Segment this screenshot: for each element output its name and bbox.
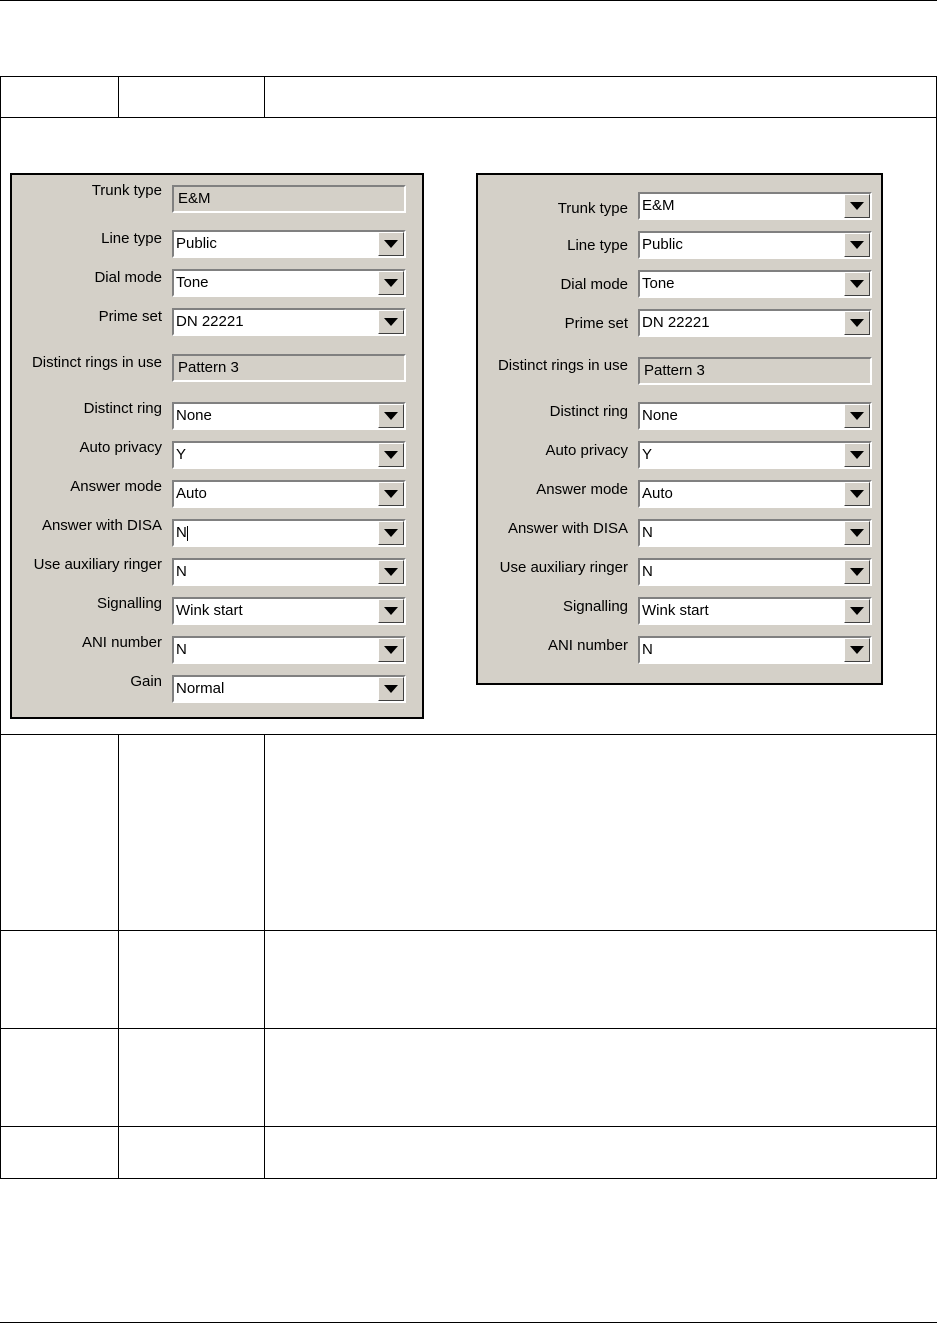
screenshot-row-divider bbox=[1, 734, 936, 735]
use-auxiliary-ringer-dropdown-button[interactable] bbox=[844, 560, 870, 584]
distinct-ring-label: Distinct ring bbox=[83, 400, 162, 417]
distinct-ring-dropdown[interactable] bbox=[172, 402, 406, 430]
dial-mode-dropdown-button[interactable] bbox=[844, 272, 870, 296]
distinct-rings-in-use-field bbox=[172, 354, 406, 382]
ani-number-value: N bbox=[176, 641, 187, 658]
answer-with-disa-dropdown[interactable] bbox=[172, 519, 406, 547]
use-auxiliary-ringer-dropdown-button[interactable] bbox=[378, 560, 404, 584]
dial-mode-label: Dial mode bbox=[560, 276, 628, 293]
signalling-value: Wink start bbox=[176, 602, 243, 619]
gain-dropdown[interactable] bbox=[172, 675, 406, 703]
auto-privacy-value: Y bbox=[176, 446, 187, 463]
prime-set-dropdown[interactable] bbox=[638, 309, 872, 337]
top-rule bbox=[0, 0, 937, 1]
answer-with-disa-label: Answer with DISA bbox=[507, 520, 628, 537]
row-divider bbox=[1, 930, 936, 931]
bottom-rule bbox=[0, 1322, 937, 1323]
answer-with-disa-dropdown-button[interactable] bbox=[378, 521, 404, 545]
distinct-rings-in-use-value: Pattern 3 bbox=[178, 359, 239, 376]
prime-set-label: Prime set bbox=[98, 308, 162, 325]
row-divider bbox=[1, 1126, 936, 1127]
gain-label: Gain bbox=[130, 673, 162, 690]
trunk-settings-panel-right bbox=[476, 173, 883, 685]
distinct-ring-dropdown[interactable] bbox=[638, 402, 872, 430]
signalling-dropdown-button[interactable] bbox=[378, 599, 404, 623]
signalling-label: Signalling bbox=[562, 598, 628, 615]
distinct-rings-in-use-field bbox=[638, 357, 872, 385]
distinct-ring-value: None bbox=[642, 407, 678, 424]
row-divider bbox=[1, 1028, 936, 1029]
trunk-type-value: E&M bbox=[642, 197, 675, 214]
signalling-dropdown[interactable] bbox=[638, 597, 872, 625]
use-auxiliary-ringer-label: Use auxiliary ringer bbox=[33, 556, 162, 573]
auto-privacy-label: Auto privacy bbox=[545, 442, 628, 459]
signalling-dropdown[interactable] bbox=[172, 597, 406, 625]
trunk-type-label: Trunk type bbox=[557, 200, 628, 217]
dial-mode-value: Tone bbox=[642, 275, 675, 292]
distinct-rings-in-use-label: Distinct rings in use bbox=[31, 354, 162, 371]
trunk-type-dropdown[interactable] bbox=[638, 192, 872, 220]
signalling-label: Signalling bbox=[96, 595, 162, 612]
header-row-divider bbox=[1, 117, 936, 118]
dial-mode-dropdown[interactable] bbox=[172, 269, 406, 297]
ani-number-dropdown-button[interactable] bbox=[378, 638, 404, 662]
signalling-dropdown-button[interactable] bbox=[844, 599, 870, 623]
distinct-ring-value: None bbox=[176, 407, 212, 424]
distinct-ring-dropdown-button[interactable] bbox=[378, 404, 404, 428]
use-auxiliary-ringer-label: Use auxiliary ringer bbox=[499, 559, 628, 576]
distinct-rings-in-use-value: Pattern 3 bbox=[644, 362, 705, 379]
prime-set-value: DN 22221 bbox=[642, 314, 710, 331]
use-auxiliary-ringer-value: N bbox=[642, 563, 653, 580]
prime-set-dropdown-button[interactable] bbox=[378, 310, 404, 334]
line-type-dropdown[interactable] bbox=[172, 230, 406, 258]
ani-number-dropdown[interactable] bbox=[172, 636, 406, 664]
answer-with-disa-value: N bbox=[176, 524, 187, 541]
answer-mode-dropdown-button[interactable] bbox=[844, 482, 870, 506]
auto-privacy-dropdown-button[interactable] bbox=[844, 443, 870, 467]
answer-with-disa-label: Answer with DISA bbox=[41, 517, 162, 534]
line-type-value: Public bbox=[176, 235, 217, 252]
column-divider bbox=[118, 734, 119, 1179]
answer-mode-dropdown-button[interactable] bbox=[378, 482, 404, 506]
line-type-label: Line type bbox=[567, 237, 628, 254]
answer-mode-label: Answer mode bbox=[536, 481, 628, 498]
distinct-ring-dropdown-button[interactable] bbox=[844, 404, 870, 428]
distinct-ring-label: Distinct ring bbox=[549, 403, 628, 420]
ani-number-label: ANI number bbox=[81, 634, 162, 651]
trunk-type-field bbox=[172, 185, 406, 213]
answer-mode-value: Auto bbox=[642, 485, 673, 502]
answer-mode-label: Answer mode bbox=[70, 478, 162, 495]
ani-number-value: N bbox=[642, 641, 653, 658]
auto-privacy-dropdown-button[interactable] bbox=[378, 443, 404, 467]
answer-mode-dropdown[interactable] bbox=[638, 480, 872, 508]
line-type-label: Line type bbox=[101, 230, 162, 247]
line-type-dropdown[interactable] bbox=[638, 231, 872, 259]
dial-mode-value: Tone bbox=[176, 274, 209, 291]
distinct-rings-in-use-label: Distinct rings in use bbox=[497, 357, 628, 374]
use-auxiliary-ringer-dropdown[interactable] bbox=[638, 558, 872, 586]
use-auxiliary-ringer-value: N bbox=[176, 563, 187, 580]
dial-mode-dropdown[interactable] bbox=[638, 270, 872, 298]
answer-mode-dropdown[interactable] bbox=[172, 480, 406, 508]
line-type-value: Public bbox=[642, 236, 683, 253]
answer-with-disa-value: N bbox=[642, 524, 653, 541]
gain-dropdown-button[interactable] bbox=[378, 677, 404, 701]
trunk-type-value: E&M bbox=[178, 190, 211, 207]
auto-privacy-dropdown[interactable] bbox=[172, 441, 406, 469]
trunk-type-dropdown-button[interactable] bbox=[844, 194, 870, 218]
answer-with-disa-dropdown-button[interactable] bbox=[844, 521, 870, 545]
gain-value: Normal bbox=[176, 680, 225, 697]
answer-with-disa-dropdown[interactable] bbox=[638, 519, 872, 547]
dial-mode-label: Dial mode bbox=[94, 269, 162, 286]
prime-set-dropdown-button[interactable] bbox=[844, 311, 870, 335]
auto-privacy-dropdown[interactable] bbox=[638, 441, 872, 469]
trunk-type-label: Trunk type bbox=[91, 182, 162, 199]
trunk-settings-panel-left bbox=[10, 173, 424, 719]
ani-number-dropdown-button[interactable] bbox=[844, 638, 870, 662]
text-caret bbox=[187, 526, 188, 541]
answer-mode-value: Auto bbox=[176, 485, 207, 502]
prime-set-value: DN 22221 bbox=[176, 313, 244, 330]
line-type-dropdown-button[interactable] bbox=[378, 232, 404, 256]
use-auxiliary-ringer-dropdown[interactable] bbox=[172, 558, 406, 586]
line-type-dropdown-button[interactable] bbox=[844, 233, 870, 257]
column-divider bbox=[264, 77, 265, 117]
auto-privacy-value: Y bbox=[642, 446, 653, 463]
dial-mode-dropdown-button[interactable] bbox=[378, 271, 404, 295]
signalling-value: Wink start bbox=[642, 602, 709, 619]
auto-privacy-label: Auto privacy bbox=[79, 439, 162, 456]
column-divider bbox=[264, 734, 265, 1179]
column-divider bbox=[118, 77, 119, 117]
prime-set-dropdown[interactable] bbox=[172, 308, 406, 336]
ani-number-dropdown[interactable] bbox=[638, 636, 872, 664]
ani-number-label: ANI number bbox=[547, 637, 628, 654]
prime-set-label: Prime set bbox=[564, 315, 628, 332]
